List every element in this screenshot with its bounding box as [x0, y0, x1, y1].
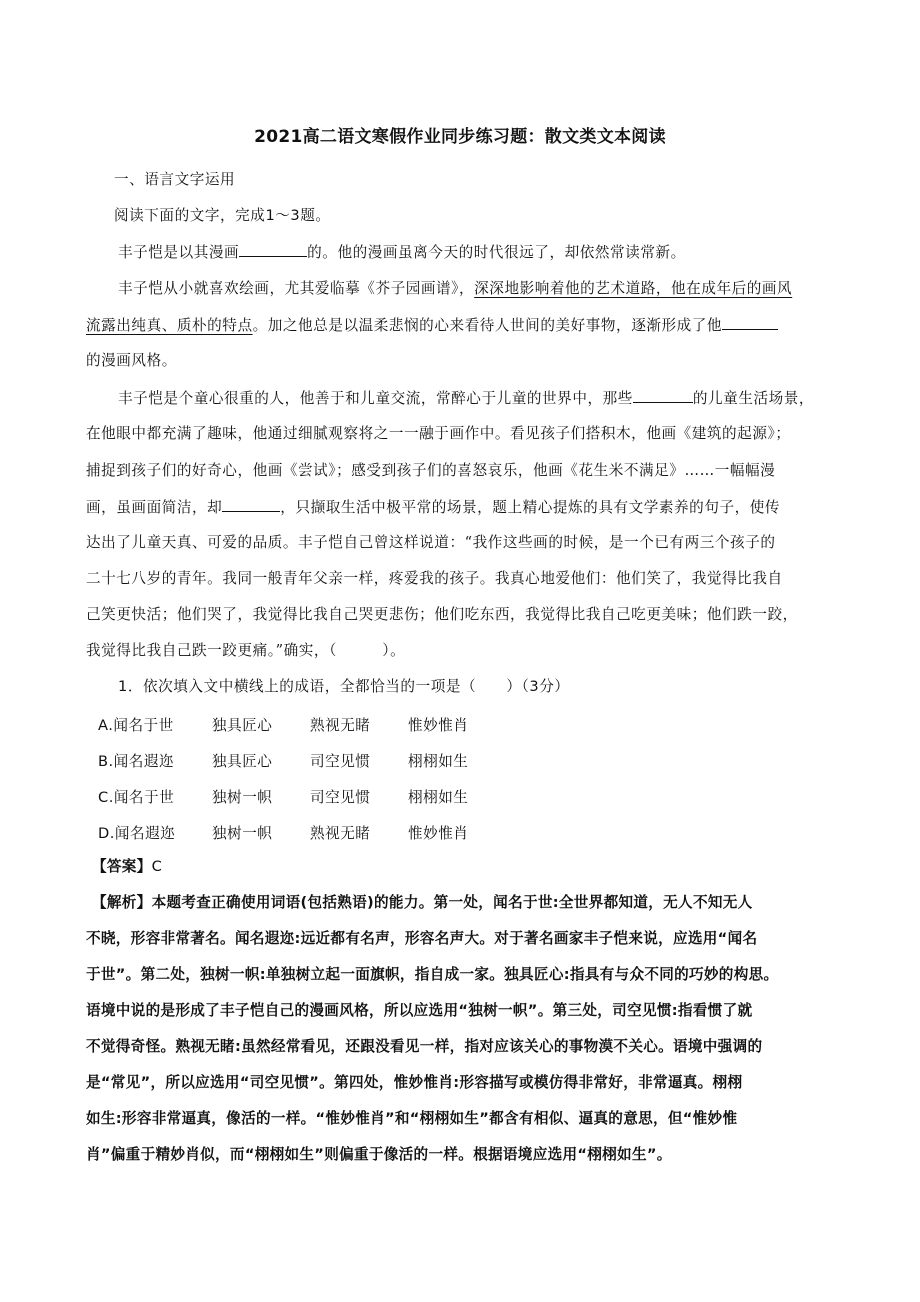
- question-1: 1．依次填入文中横线上的成语，全都恰当的一项是（ ）（3分）: [118, 678, 570, 695]
- analysis-line-8: 肖”偏重于精妙肖似，而“栩栩如生”则偏重于像活的一样。根据语境应选用“栩栩如生”。: [86, 1146, 672, 1163]
- analysis-line-5: 不觉得奇怪。熟视无睹:虽然经常看见，还跟没看见一样，指对应该关心的事物漠不关心。语境中强调的: [86, 1038, 763, 1055]
- passage-text: 丰子恺是以其漫画: [118, 244, 240, 261]
- passage-text: 的儿童生活场景，: [692, 390, 815, 407]
- passage-paragraph-3-line-2: 在他眼中都充满了趣味，他通过细腻观察将之一一融于画作中。看见孩子们搭积木，他画《建筑的起源》；: [86, 425, 791, 442]
- passage-paragraph-1: [118, 242, 686, 263]
- fill-blank-4: [222, 497, 280, 512]
- passage-paragraph-3-line-5: 达出了儿童天真、可爱的品质。丰子恺自己曾这样说道：“我作这些画的时候，是一个已有两三个孩子的: [86, 534, 776, 551]
- passage-paragraph-3-line-3: 捕捉到孩子们的好奇心，他画《尝试》；感受到孩子们的喜怒哀乐，他画《花生米不满足》……一幅幅漫: [86, 462, 776, 479]
- fill-blank-3: [633, 388, 693, 403]
- page-title: 2021高二语文寒假作业同步练习题：散文类文本阅读: [254, 127, 666, 147]
- passage-paragraph-3-line-4: [86, 497, 780, 518]
- underlined-sentence: 流露出纯真、质朴的特点: [86, 317, 253, 334]
- passage-text: 丰子恺从小就喜欢绘画，尤其爱临摹《芥子园画谱》，: [118, 280, 475, 297]
- passage-text: 。加之他总是以温柔悲悯的心来看待人世间的美好事物，逐渐形成了他: [252, 317, 723, 334]
- fill-blank-1: [239, 242, 307, 257]
- passage-text: 丰子恺是个童心很重的人，他善于和儿童交流，常醉心于儿童的世界中，那些: [118, 390, 633, 407]
- passage-paragraph-2-line-2: [86, 315, 778, 336]
- underlined-sentence: 深深地影响着他的艺术道路，他在成年后的画风: [474, 280, 793, 297]
- analysis-label: 【解析】: [92, 894, 152, 911]
- analysis-line-6: 是“常见”，所以应选用“司空见惯”。第四处，惟妙惟肖:形容描写或模仿得非常好，非常逼真。栩栩: [86, 1074, 743, 1091]
- analysis-line-1: [92, 893, 753, 913]
- analysis-line-3: 于世”。第二处，独树一帜:单独树立起一面旗帜，指自成一家。独具匠心:指具有与众不同的巧妙的构思。: [86, 966, 779, 983]
- passage-paragraph-3-line-8: 我觉得比我自己跌一跤更痛。”确实，（ ）。: [86, 642, 406, 659]
- passage-paragraph-3-line-6: 二十七八岁的青年。我同一般青年父亲一样，疼爱我的孩子。我真心地爱他们：他们笑了，我觉得比我自: [86, 570, 783, 587]
- answer-label: 【答案】: [92, 858, 152, 875]
- section-heading: 一、语言文字运用: [114, 171, 236, 188]
- document-page: 2021高二语文寒假作业同步练习题：散文类文本阅读 一、语言文字运用 阅读下面的文字，完成1～3题。 丰子恺是以其漫画 的。他的漫画虽离今天的时代很远了，却依然常读常新。 丰子恺从小就喜欢绘画，尤其爱临摹《芥子园画谱》，深深地影响着他的艺术道路，他在成年后的画风 流露出纯真、质朴的特点。加之他总是以温柔悲悯的心来看待人世间的美好事物，逐渐形成了他 的漫画风格。 丰子恺是个童心很重的人，他善于和儿童交流，常醉心于儿童的世界中，那些 的儿童生活场景， 在他眼中都充满了趣味，他通过细腻观察将之一一融于画作中。看见孩子们搭积木，他画《建筑的起源》； 捕捉到孩子们的好奇心，他画《尝试》；感受到孩子们的喜怒哀乐，他画《花生米不满足》……一幅幅漫 画，虽画面简洁，却 ，只撷取生活中极平常的场景，题上精心提炼的具有文学素养的句子，使传 达出了儿童天真、可爱的品质。丰子恺自己曾这样说道：“我作这些画的时候，是一个已有两三个孩子的 二十七八岁的青年。我同一般青年父亲一样，疼爱我的孩子。我真心地爱他们：他们笑了，我觉得比我自 己笑更快活；他们哭了，我觉得比我自己哭更悲伤；他们吃东西，我觉得比我自己吃更美味；他们跌一跤， 我觉得比我自己跌一跤更痛。”确实，（ ）。 1．依次填入文中横线上的成语，全都恰当的一项是（ ）（3分） A.闻名于世 独具匠心 熟视无睹 惟妙惟肖 B.闻名遐迩 独具匠心 司空见惯 栩栩如生 C.闻名于世 独树一帜 司空见惯 栩栩如生 D.闻名遐迩 独树一帜 熟视无睹 惟妙惟肖 【答案】C 【解析】本题考查正确使用词语(包括熟语)的能力。第一处，闻名于世:全世界都知道，无人不知无人 不晓，形容非常著名。闻名遐迩:远近都有名声，形容名声大。对于著名画家丰子恺来说，应选用“闻名 于世”。第二处，独树一帜:单独树立起一面旗帜，指自成一家。独具匠心:指具有与众不同的巧妙的构思。 语境中说的是形成了丰子恺自己的漫画风格，所以应选用“独树一帜”。第三处，司空见惯:指看惯了就 不觉得奇怪。熟视无睹:虽然经常看见，还跟没看见一样，指对应该关心的事物漠不关心。语境中强调的 是“常见”，所以应选用“司空见惯”。第四处，惟妙惟肖:形容描写或模仿得非常好，非常逼真。栩栩 如生:形容非常逼真，像活的一样。“惟妙惟肖”和“栩栩如生”都含有相似、逼真的意思，但“惟妙惟 肖”偏重于精妙肖似，而“栩栩如生”则偏重于像活的一样。根据语境应选用“栩栩如生”。: [0, 0, 920, 1302]
- analysis-text: 本题考查正确使用词语(包括熟语)的能力。第一处，闻名于世:全世界都知道，无人不知无人: [151, 894, 753, 911]
- passage-paragraph-3-line-1: [118, 388, 814, 409]
- passage-paragraph-3-line-7: 己笑更快活；他们哭了，我觉得比我自己哭更悲伤；他们吃东西，我觉得比我自己吃更美味；他们跌一跤，: [86, 606, 798, 623]
- answer: [92, 857, 162, 877]
- passage-paragraph-2-line-1: [118, 279, 792, 299]
- passage-text: 的。他的漫画虽离今天的时代很远了，却依然常读常新。: [307, 244, 686, 261]
- answer-value: C: [151, 858, 163, 875]
- fill-blank-2: [722, 315, 778, 330]
- passage-paragraph-2-line-3: 的漫画风格。: [86, 352, 177, 369]
- analysis-line-2: 不晓，形容非常著名。闻名遐迩:远近都有名声，形容名声大。对于著名画家丰子恺来说，应选用“闻名: [86, 930, 758, 947]
- passage-text: 画，虽画面简洁，却: [86, 499, 223, 516]
- analysis-line-7: 如生:形容非常逼真，像活的一样。“惟妙惟肖”和“栩栩如生”都含有相似、逼真的意思，但“惟妙惟: [86, 1110, 738, 1127]
- instruction: 阅读下面的文字，完成1～3题。: [114, 207, 331, 224]
- passage-text: ，只撷取生活中极平常的场景，题上精心提炼的具有文学素养的句子，使传: [280, 499, 781, 516]
- analysis-line-4: 语境中说的是形成了丰子恺自己的漫画风格，所以应选用“独树一帜”。第三处，司空见惯:指看惯了就: [86, 1002, 753, 1019]
